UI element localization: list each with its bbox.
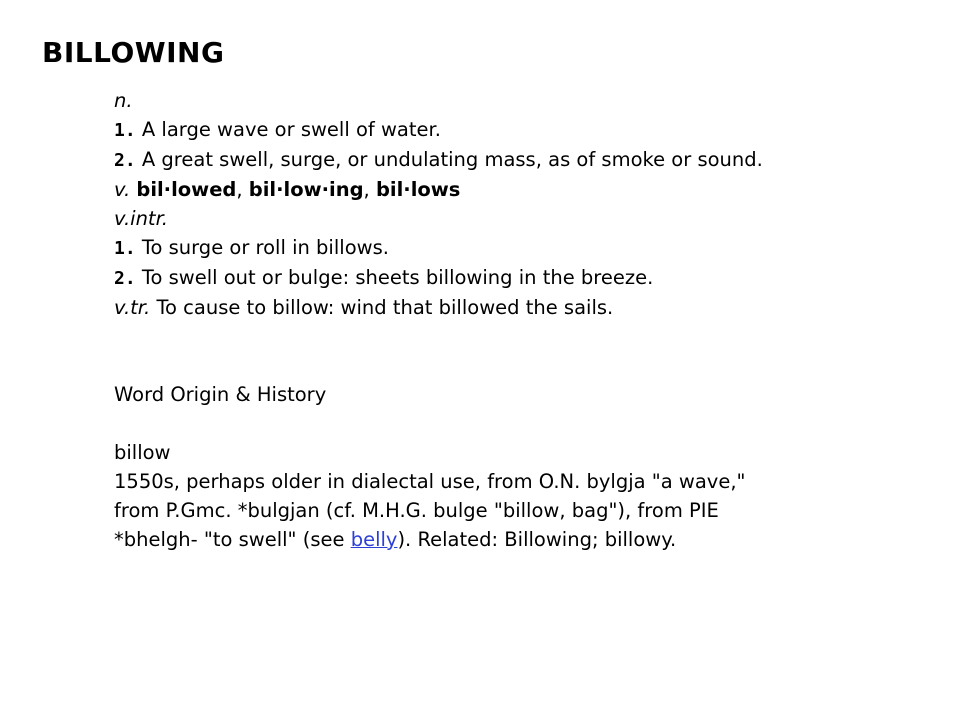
etymology-text — [114, 467, 794, 554]
headword: BILLOWING — [42, 36, 225, 69]
sense-number: 2. — [114, 268, 136, 289]
verb-forms — [114, 175, 794, 204]
sense-text: A great swell, surge, or undulating mass, as of smoke or sound. — [141, 148, 763, 171]
verb-pos-label: v. — [114, 178, 131, 201]
sense-text: To cause to billow: wind that billowed the sails. — [156, 296, 614, 319]
etymology-heading: Word Origin & History — [114, 383, 327, 406]
verb-form-past: bil·lowed — [136, 178, 237, 201]
verb-form-separator: , — [236, 178, 249, 201]
belly-link[interactable]: belly — [350, 528, 398, 551]
etymology-text-after: ). Related: Billowing; billowy. — [397, 528, 677, 551]
sense-text: To surge or roll in billows. — [141, 236, 389, 259]
verb-tr-sense — [114, 293, 794, 322]
transitive-label: v.tr. — [114, 296, 151, 319]
verb-form-separator: , — [363, 178, 376, 201]
sense-text: A large wave or swell of water. — [141, 118, 441, 141]
etymology-word: billow — [114, 441, 171, 464]
sense-number: 1. — [114, 120, 136, 141]
noun-sense-2 — [114, 145, 794, 175]
sense-number: 1. — [114, 238, 136, 259]
sense-number: 2. — [114, 150, 136, 171]
etymology-text-before: 1550s, perhaps older in dialectal use, from O.N. bylgja "a wave," from P.Gmc. *bulgjan (cf. M.H.G. bulge "billow, bag"), from PIE *bhelgh- "to swell" (see — [114, 470, 746, 551]
intransitive-label: v.intr. — [114, 207, 168, 230]
verb-intr-sense-2 — [114, 263, 794, 293]
sense-text: To swell out or bulge: sheets billowing in the breeze. — [141, 266, 654, 289]
noun-pos-label: n. — [114, 89, 133, 112]
verb-form-participle: bil·low·ing — [248, 178, 364, 201]
definition-body — [114, 86, 794, 554]
verb-intr-sense-1 — [114, 233, 794, 263]
verb-form-present: bil·lows — [375, 178, 461, 201]
noun-sense-1 — [114, 115, 794, 145]
